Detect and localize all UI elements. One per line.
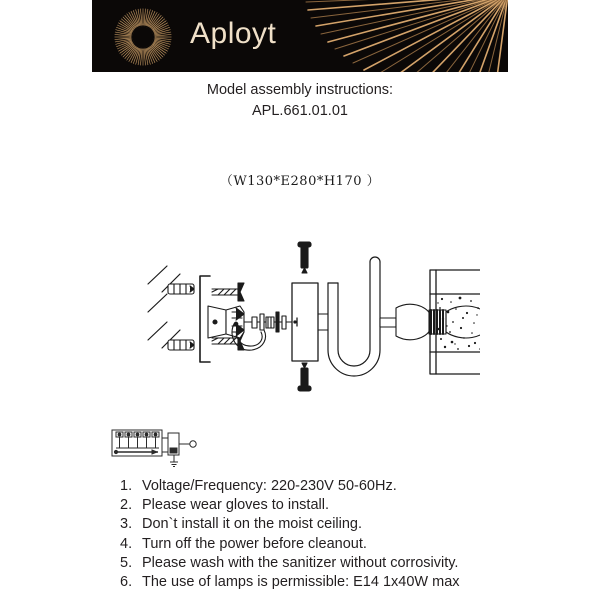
dimensions-label: （W130*E280*H170 ） <box>219 174 381 189</box>
list-item-number: 4. <box>120 535 133 552</box>
lamp-socket <box>396 304 430 340</box>
list-item <box>120 515 560 534</box>
list-item-number: 1. <box>120 478 133 494</box>
list-item-text: Please wash with the sanitizer without corrosivity. <box>142 554 459 571</box>
list-item-text: Voltage/Frequency: 220-230V 50-60Hz. <box>142 478 397 494</box>
list-item <box>120 573 560 592</box>
u-shaped-arm <box>328 257 380 376</box>
threaded-rod <box>244 312 292 332</box>
wall-anchor-lower <box>168 340 194 350</box>
plate-arm-connectors <box>318 314 328 330</box>
list-item <box>120 535 560 554</box>
socket-stem <box>380 318 396 327</box>
e14-bulb-base <box>429 310 446 334</box>
wall-hatching <box>148 266 180 348</box>
sunburst-rays-decoration <box>294 0 508 72</box>
wall-plate <box>208 306 226 338</box>
terminal-screws <box>116 432 159 437</box>
list-item <box>120 477 560 496</box>
assembly-diagram <box>140 240 480 395</box>
base-plate <box>292 283 318 361</box>
brand-banner <box>92 0 508 72</box>
sunburst-logo-icon <box>112 6 174 68</box>
list-item <box>120 554 560 573</box>
list-item-number: 3. <box>120 516 133 533</box>
list-item-text: Turn off the power before cleanout. <box>142 535 367 552</box>
page-title <box>0 80 600 122</box>
screw-bottom <box>298 363 311 391</box>
list-item-number: 2. <box>120 497 133 514</box>
model-code: APL.661.01.01 <box>252 103 348 119</box>
e14-bulb-glass <box>446 306 480 338</box>
wall-anchor-upper <box>168 284 194 294</box>
terminal-block-diagram <box>108 424 208 468</box>
instruction-list <box>120 477 560 592</box>
list-item-text: Don`t install it on the moist ceiling. <box>142 516 363 533</box>
list-item-number: 6. <box>120 574 133 591</box>
brand-wordmark: Aployt <box>190 17 277 50</box>
screw-top <box>298 242 311 273</box>
screw-upper <box>212 283 244 301</box>
list-item <box>120 496 560 515</box>
instructions-heading: Model assembly instructions: <box>206 82 394 98</box>
connector-body <box>168 433 179 455</box>
list-item-text: The use of lamps is permissible: E14 1x40W max <box>142 574 460 591</box>
list-item-text: Please wear gloves to install. <box>142 497 329 514</box>
list-item-number: 5. <box>120 554 133 571</box>
